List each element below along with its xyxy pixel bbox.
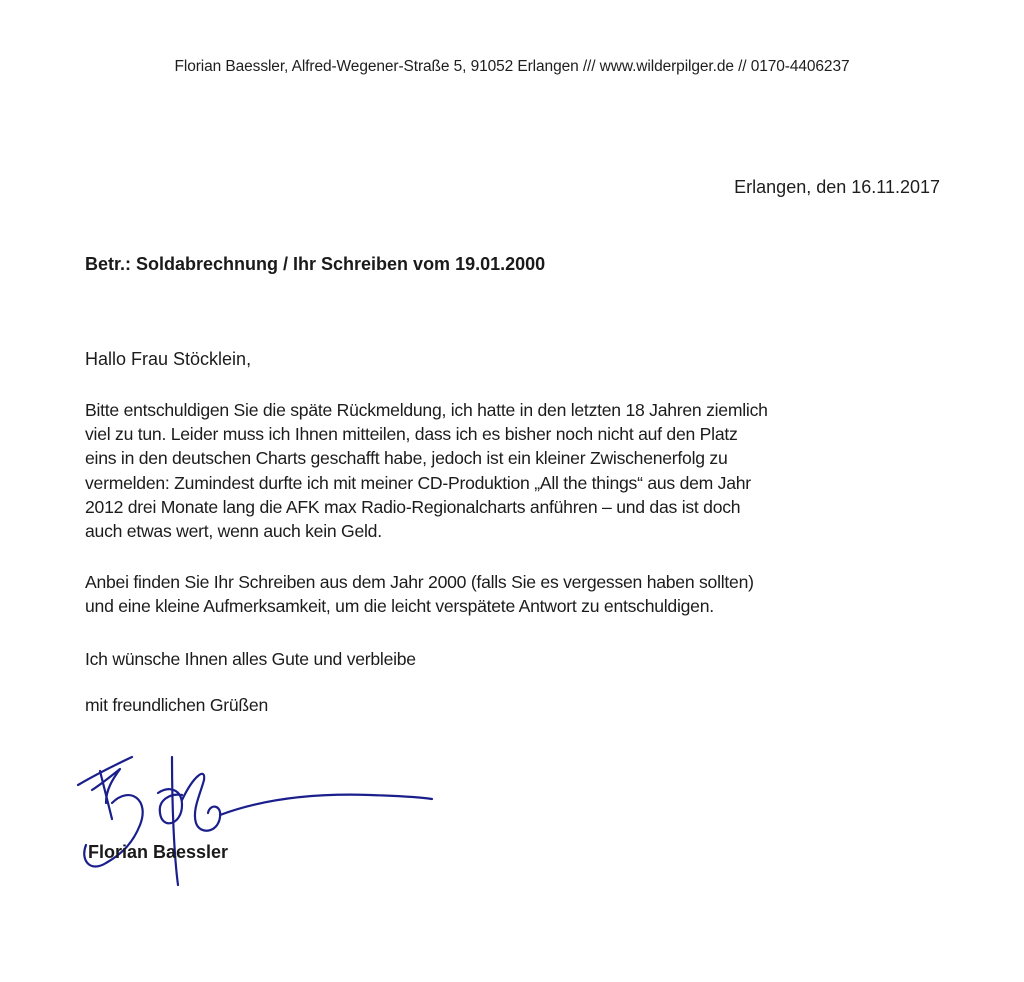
salutation: Hallo Frau Stöcklein, <box>85 349 252 369</box>
text-line: Ich wünsche Ihnen alles Gute und verbleibe <box>85 649 416 669</box>
text-line: auch etwas wert, wenn auch kein Geld. <box>85 521 382 542</box>
text-line: Anbei finden Sie Ihr Schreiben aus dem Jahr 2000 (falls Sie es vergessen haben sollten) <box>85 572 754 592</box>
text-line: 2012 drei Monate lang die AFK max Radio-Regionalcharts anführen – und das ist doch <box>85 496 741 517</box>
handwritten-signature-icon <box>70 745 450 905</box>
body-paragraph-1 <box>85 398 965 543</box>
letterhead-sender-line: Florian Baessler, Alfred-Wegener-Straße 5, 91052 Erlangen /// www.wilderpilger.de // 0170-4406237 <box>174 58 850 75</box>
closing-wish <box>85 647 965 671</box>
text-line: eins in den deutschen Charts geschafft habe, jedoch ist ein kleiner Zwischenerfolg zu <box>85 448 728 469</box>
body-paragraph-2 <box>85 570 965 618</box>
text-line: und eine kleine Aufmerksamkeit, um die leicht verspätete Antwort zu entschuldigen. <box>85 596 714 617</box>
text-line: vermelden: Zumindest durfte ich mit meiner CD-Produktion „All the things“ aus dem Jahr <box>85 472 751 493</box>
text-line: Bitte entschuldigen Sie die späte Rückmeldung, ich hatte in den letzten 18 Jahren ziemlich <box>85 400 768 420</box>
subject-line: Betr.: Soldabrechnung / Ihr Schreiben vom 19.01.2000 <box>85 254 546 274</box>
valediction <box>85 693 965 717</box>
text-line: mit freundlichen Grüßen <box>85 695 268 715</box>
date-line: Erlangen, den 16.11.2017 <box>734 177 940 197</box>
signer-name: Florian Baessler <box>88 842 229 862</box>
text-line: viel zu tun. Leider muss ich Ihnen mitteilen, dass ich es bisher noch nicht auf den Platz <box>85 424 738 445</box>
